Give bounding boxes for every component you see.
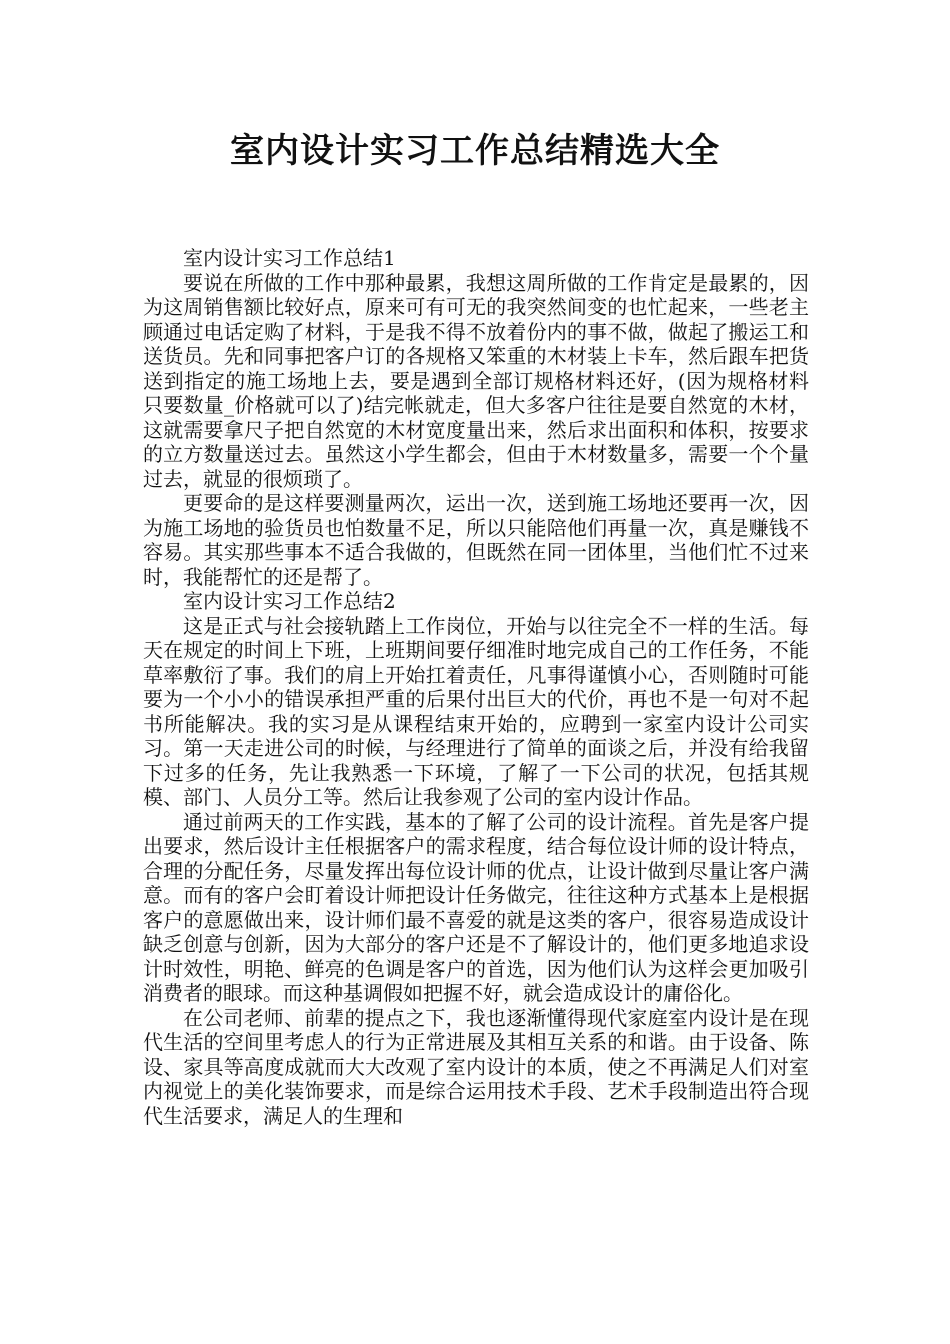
document-body xyxy=(143,246,809,1128)
body-paragraph: 要说在所做的工作中那种最累，我想这周所做的工作肯定是最累的，因为这周销售额比较好点，原来可有可无的我突然间变的也忙起来，一些老主顾通过电话定购了材料，于是我不得不放着份内的事不做，做起了搬运工和送货员。先和同事把客户订的各规格又笨重的木材装上卡车，然后跟车把货送到指定的施工场地上去，要是遇到全部订规格材料还好，(因为规格材料只要数量_价格就可以了)结完帐就走，但大多客户往往是要自然宽的木材，这就需要拿尺子把自然宽的木材宽度量出来，然后求出面积和体积，按要求的立方数量送过去。虽然这小学生都会，但由于木材数量多，需要一个个量过去，就显的很烦琐了。 xyxy=(143,270,809,491)
body-paragraph: 通过前两天的工作实践，基本的了解了公司的设计流程。首先是客户提出要求，然后设计主任根据客户的需求程度，结合每位设计师的设计特点，合理的分配任务，尽量发挥出每位设计师的优点，让设计做到尽量让客户满意。而有的客户会盯着设计师把设计任务做完，往往这种方式基本上是根据客户的意愿做出来，设计师们最不喜爱的就是这类的客户，很容易造成设计缺乏创意与创新，因为大部分的客户还是不了解设计的，他们更多地追求设计时效性，明艳、鲜亮的色调是客户的首选，因为他们认为这样会更加吸引消费者的眼球。而这种基调假如把握不好，就会造成设计的庸俗化。 xyxy=(143,809,809,1005)
body-paragraph: 这是正式与社会接轨踏上工作岗位，开始与以往完全不一样的生活。每天在规定的时间上下班，上班期间要仔细准时地完成自己的工作任务，不能草率敷衍了事。我们的肩上开始扛着责任，凡事得谨慎小心，否则随时可能要为一个小小的错误承担严重的后果付出巨大的代价，再也不是一句对不起书所能解决。我的实习是从课程结束开始的，应聘到一家室内设计公司实习。第一天走进公司的时候，与经理进行了简单的面谈之后，并没有给我留下过多的任务，先让我熟悉一下环境，了解了一下公司的状况，包括其规模、部门、人员分工等。然后让我参观了公司的室内设计作品。 xyxy=(143,613,809,809)
body-paragraph: 更要命的是这样要测量两次，运出一次，送到施工场地还要再一次，因为施工场地的验货员也怕数量不足，所以只能陪他们再量一次，真是赚钱不容易。其实那些事本不适合我做的，但既然在同一团体里，当他们忙不过来时，我能帮忙的还是帮了。 xyxy=(143,491,809,589)
section-heading: 室内设计实习工作总结2 xyxy=(183,589,396,613)
section-heading: 室内设计实习工作总结1 xyxy=(183,246,396,270)
body-paragraph: 在公司老师、前辈的提点之下，我也逐渐懂得现代家庭室内设计是在现代生活的空间里考虑人的行为正常进展及其相互关系的和谐。由于设备、陈设、家具等高度成就而大大改观了室内设计的本质，使之不再满足人们对室内视觉上的美化装饰要求，而是综合运用技术手段、艺术手段制造出符合现代生活要求，满足人的生理和 xyxy=(143,1005,809,1128)
page-title: 室内设计实习工作总结精选大全 xyxy=(230,131,720,171)
